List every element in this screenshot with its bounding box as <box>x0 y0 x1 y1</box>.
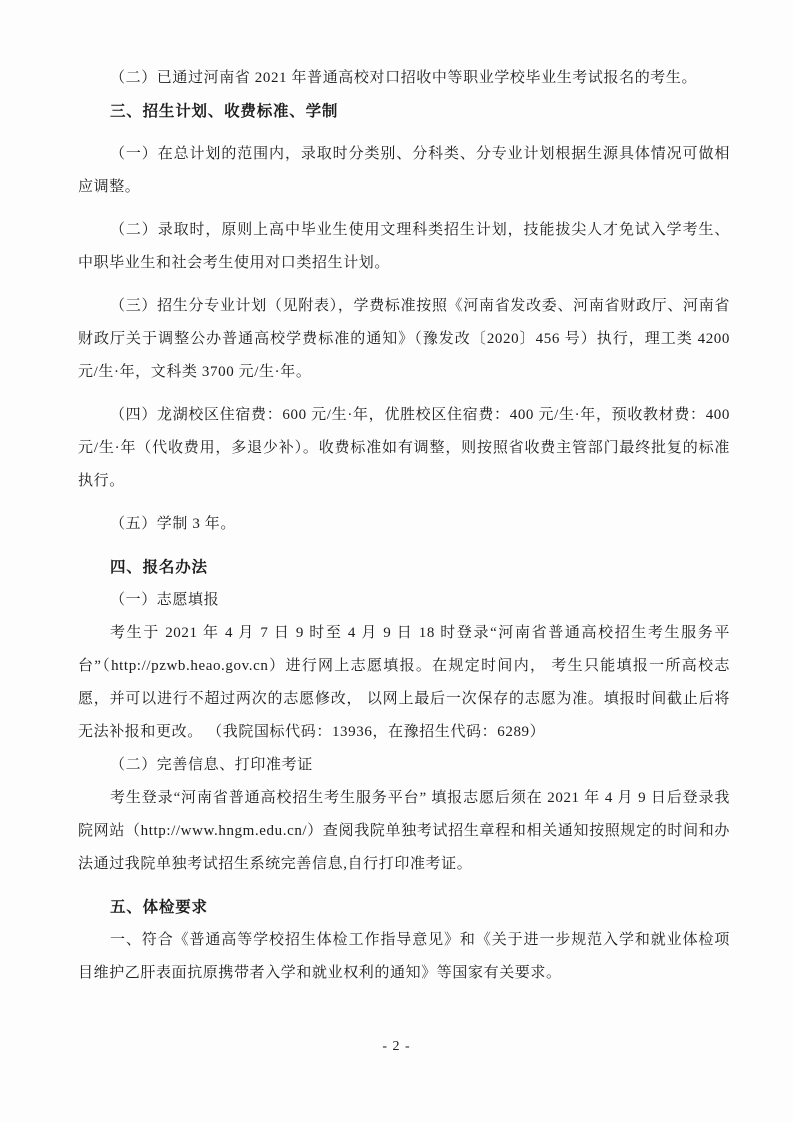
paragraph: （四）龙湖校区住宿费：600 元/生·年，优胜校区住宿费：400 元/生·年，预收教材费：400 元/生·年（代收费用，多退少补）。收费标准如有调整，则按照省收费主管部门最终批复的标准执行。 <box>78 407 730 489</box>
paragraph: 考生登录“河南省普通高校招生考生服务平台” 填报志愿后须在 2021 年 4 月 9 日后登录我院网站（http://www.hngm.edu.cn/）查阅我院单独考试招生章程和相关通知按照规定的时间和办法通过我院单独考试招生系统完善信息,自行打印准考证。 <box>78 790 730 872</box>
page-number: - 2 - <box>382 1039 411 1054</box>
paragraph: （二）录取时，原则上高中毕业生使用文理科类招生计划，技能拔尖人才免试入学考生、中职毕业生和社会考生使用对口类招生计划。 <box>78 222 730 271</box>
paragraph: （二）已通过河南省 2021 年普通高校对口招收中等职业学校毕业生考试报名的考生。 <box>110 70 698 86</box>
paragraph: （五）学制 3 年。 <box>110 516 237 532</box>
document-body <box>78 62 730 990</box>
paragraph: （二）完善信息、打印准考证 <box>110 757 313 773</box>
paragraph: （三）招生分专业计划（见附表），学费标准按照《河南省发改委、河南省财政厅、河南省财政厅关于调整公办普通高校学费标准的通知》（豫发改〔2020〕456 号）执行，理工类 4200 元/生·年，文科类 3700 元/生·年。 <box>78 298 730 380</box>
paragraph: （一）志愿填报 <box>110 592 220 608</box>
section-heading: 四、报名办法 <box>110 559 208 576</box>
section-heading: 五、体检要求 <box>110 899 208 916</box>
paragraph: 一、符合《普通高等学校招生体检工作指导意见》和《关于进一步规范入学和就业体检项目维护乙肝表面抗原携带者入学和就业权利的通知》等国家有关要求。 <box>78 932 730 981</box>
paragraph: 考生于 2021 年 4 月 7 日 9 时至 4 月 9 日 18 时登录“河南省普通高校招生考生服务平台”（http://pzwb.heao.gov.cn）进行网上志愿填报。在规定时间内， 考生只能填报一所高校志愿，并可以进行不超过两次的志愿修改， 以网上最后一次保存的志愿为准。填报时间截止后将无法补报和更改。 （我院国标代码：13936，在豫招生代码：6289） <box>78 625 730 740</box>
section-heading: 三、招生计划、收费标准、学制 <box>110 103 339 120</box>
paragraph: （一）在总计划的范围内，录取时分类别、分科类、分专业计划根据生源具体情况可做相应调整。 <box>78 146 730 195</box>
